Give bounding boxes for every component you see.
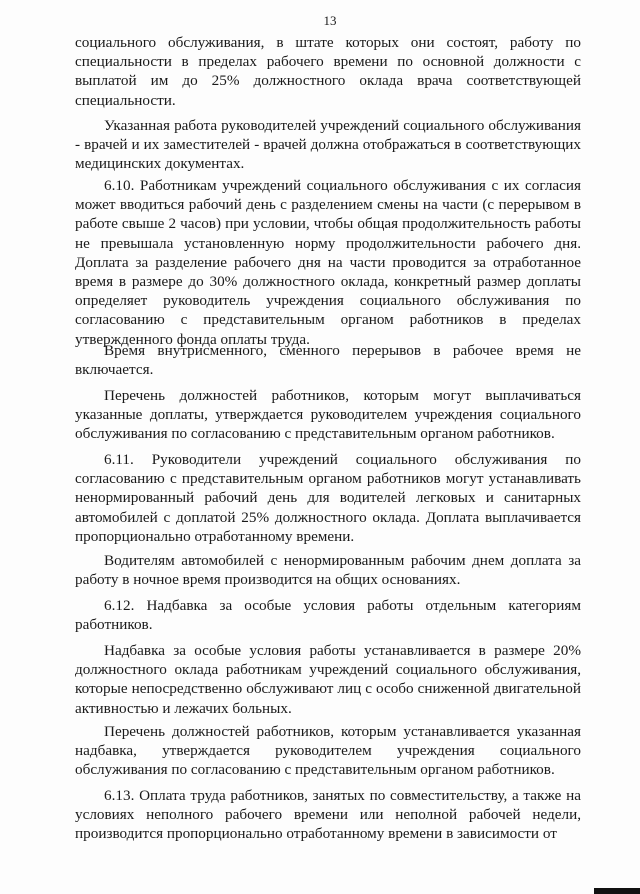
paragraph-drivers bbox=[75, 551, 581, 589]
paragraph-text: Перечень должностей работников, которым могут выплачиваться указанные доплаты, утверждается руководителем учреждения социального обслуживания по согласованию с представительным органом работников. bbox=[75, 387, 581, 443]
paragraph-text: 6.10. Работникам учреждений социального обслуживания с их согласия может вводиться рабочий день с разделением смены на части (с перерывом в работе свыше 2 часов) при условии, чтобы общая продолжительность работы не превышала установленную норму продолжительности рабочего дня. Доплата за разделение рабочего дня на части проводится за отработанное время в размере до 30% должностного оклада, конкретный размер доплаты определяет руководитель учреждения социального обслуживания по согласованию с представительным органом работников в пределах утвержденного фонда оплаты труда. bbox=[75, 177, 581, 348]
paragraph-allowance bbox=[75, 641, 581, 718]
paragraph-text: 6.13. Оплата труда работников, занятых по совместительству, а также на условиях неполного рабочего времени или неполной рабочей недели, производится пропорционально отработанному времени в зависимости от bbox=[75, 787, 581, 843]
paragraph-6-11 bbox=[75, 450, 581, 546]
paragraph-text: Надбавка за особые условия работы устанавливается в размере 20% должностного оклада работникам учреждений социального обслуживания, которые непосредственно обслуживают лиц с особо сниженной двигательной активностью и лежачих больных. bbox=[75, 642, 581, 717]
paragraph-breaks bbox=[75, 341, 581, 379]
scan-edge-mark bbox=[594, 888, 640, 894]
paragraph-6-10 bbox=[75, 176, 581, 349]
paragraph-positions-list bbox=[75, 386, 581, 444]
paragraph-head-doctors bbox=[75, 116, 581, 174]
paragraph-text: 6.11. Руководители учреждений социального обслуживания по согласованию с представительным органом работников могут устанавливать ненормированный рабочий день для водителей легковых и санитарных автомобилей с доплатой 25% должностного оклада. Доплата выплачивается пропорционально отработанному времени. bbox=[75, 451, 581, 545]
paragraph-text: Время внутрисменного, сменного перерывов в рабочее время не включается. bbox=[75, 342, 581, 379]
paragraph-text: социального обслуживания, в штате которых они состоят, работу по специальности в пределах рабочего времени по основной должности с выплатой им до 25% должностного оклада врача соответствующей специальности. bbox=[75, 34, 581, 109]
paragraph-text: Перечень должностей работников, которым устанавливается указанная надбавка, утверждается руководителем учреждения социального обслуживания по согласованию с представительным органом работников. bbox=[75, 723, 581, 779]
paragraph-text: Водителям автомобилей с ненормированным рабочим днем доплата за работу в ночное время производится на общих основаниях. bbox=[75, 552, 581, 589]
paragraph-allowance-list bbox=[75, 722, 581, 780]
paragraph-text: Указанная работа руководителей учреждений социального обслуживания - врачей и их заместителей - врачей должна отображаться в соответствующих медицинских документах. bbox=[75, 117, 581, 173]
paragraph-continuation bbox=[75, 33, 581, 110]
page-number: 13 bbox=[323, 13, 337, 28]
paragraph-text: 6.12. Надбавка за особые условия работы отдельным категориям работников. bbox=[75, 597, 581, 634]
paragraph-6-13 bbox=[75, 786, 581, 844]
paragraph-6-12 bbox=[75, 596, 581, 634]
